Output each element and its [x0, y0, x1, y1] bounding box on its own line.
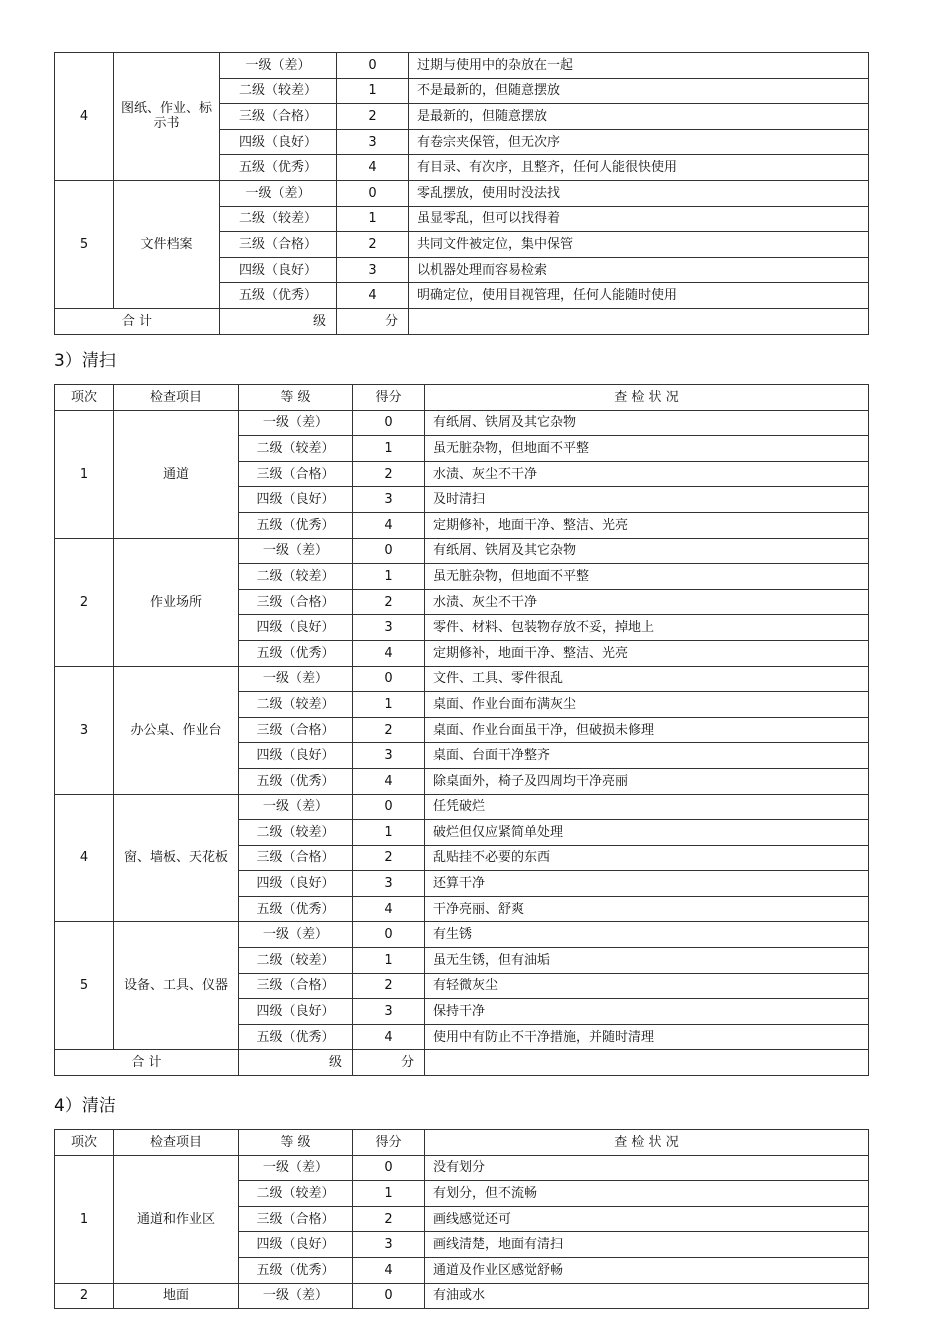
table-row [55, 794, 869, 820]
level-cell: 五级（优秀） [239, 640, 353, 666]
description-cell: 共同文件被定位，集中保管 [409, 232, 869, 258]
table-row [55, 538, 869, 564]
level-cell: 五级（优秀） [239, 512, 353, 538]
description-cell: 有纸屑、铁屑及其它杂物 [425, 538, 869, 564]
level-cell: 二级（较差） [239, 820, 353, 846]
item-name: 办公桌、作业台 [114, 666, 239, 794]
table-row [55, 180, 869, 206]
description-cell: 过期与使用中的杂放在一起 [409, 53, 869, 79]
header-level: 等 级 [239, 385, 353, 411]
total-row [55, 1050, 869, 1076]
table-row [55, 922, 869, 948]
score-cell: 0 [353, 794, 425, 820]
level-cell: 五级（优秀） [239, 768, 353, 794]
item-number: 4 [55, 53, 114, 181]
level-cell: 五级（优秀） [239, 1024, 353, 1050]
score-cell: 3 [353, 487, 425, 513]
score-cell: 1 [353, 1181, 425, 1207]
description-cell: 有生锈 [425, 922, 869, 948]
description-cell: 水渍、灰尘不干净 [425, 589, 869, 615]
description-cell: 虽无生锈，但有油垢 [425, 948, 869, 974]
item-number: 1 [55, 1155, 114, 1283]
level-cell: 三级（合格） [220, 104, 337, 130]
header-score: 得分 [353, 385, 425, 411]
section-title-neat: 4）清洁 [54, 1096, 116, 1116]
description-cell: 有卷宗夹保管，但无次序 [409, 129, 869, 155]
header-score: 得分 [353, 1130, 425, 1156]
score-cell: 2 [353, 973, 425, 999]
header-no: 项次 [55, 385, 114, 411]
score-cell: 1 [353, 564, 425, 590]
description-cell: 是最新的，但随意摆放 [409, 104, 869, 130]
header-status: 查 检 状 况 [425, 385, 869, 411]
description-cell: 零件、材料、包装物存放不妥，掉地上 [425, 615, 869, 641]
score-cell: 4 [353, 640, 425, 666]
level-cell: 二级（较差） [220, 206, 337, 232]
description-cell: 保持干净 [425, 999, 869, 1025]
level-cell: 四级（良好） [239, 487, 353, 513]
description-cell: 有油或水 [425, 1283, 869, 1309]
score-cell: 3 [353, 871, 425, 897]
total-level-label: 级 [239, 1050, 353, 1076]
section-title-clean: 3）清扫 [54, 351, 116, 371]
item-name: 图纸、作业、标示书 [114, 53, 220, 181]
score-cell: 0 [337, 180, 409, 206]
description-cell: 有目录、有次序，且整齐，任何人能很快使用 [409, 155, 869, 181]
score-cell: 1 [337, 78, 409, 104]
score-cell: 0 [353, 1155, 425, 1181]
total-level-label: 级 [220, 308, 337, 334]
level-cell: 三级（合格） [239, 1206, 353, 1232]
score-cell: 3 [353, 1232, 425, 1258]
description-cell: 不是最新的，但随意摆放 [409, 78, 869, 104]
header-status: 查 检 状 况 [425, 1130, 869, 1156]
level-cell: 四级（良好） [220, 257, 337, 283]
item-name: 设备、工具、仪器 [114, 922, 239, 1050]
description-cell: 零乱摆放，使用时没法找 [409, 180, 869, 206]
level-cell: 二级（较差） [239, 436, 353, 462]
description-cell: 画线感觉还可 [425, 1206, 869, 1232]
item-name: 窗、墙板、天花板 [114, 794, 239, 922]
score-cell: 3 [337, 129, 409, 155]
inspection-table-continued [54, 52, 869, 335]
description-cell: 使用中有防止不干净措施，并随时清理 [425, 1024, 869, 1050]
score-cell: 1 [353, 692, 425, 718]
description-cell: 及时清扫 [425, 487, 869, 513]
score-cell: 0 [353, 666, 425, 692]
total-label: 合 计 [55, 1050, 239, 1076]
table-row [55, 53, 869, 79]
score-cell: 0 [337, 53, 409, 79]
description-cell: 有划分，但不流畅 [425, 1181, 869, 1207]
total-score-label: 分 [337, 308, 409, 334]
level-cell: 一级（差） [239, 1155, 353, 1181]
item-number: 5 [55, 922, 114, 1050]
level-cell: 三级（合格） [239, 973, 353, 999]
level-cell: 三级（合格） [239, 845, 353, 871]
table-row [55, 410, 869, 436]
level-cell: 四级（良好） [220, 129, 337, 155]
item-number: 3 [55, 666, 114, 794]
description-cell: 桌面、作业台面虽干净，但破损未修理 [425, 717, 869, 743]
total-label: 合 计 [55, 308, 220, 334]
total-blank-cell [409, 308, 869, 334]
score-cell: 4 [353, 896, 425, 922]
level-cell: 四级（良好） [239, 999, 353, 1025]
score-cell: 4 [353, 1257, 425, 1283]
score-cell: 2 [353, 1206, 425, 1232]
description-cell: 桌面、台面干净整齐 [425, 743, 869, 769]
inspection-table-neat [54, 1129, 869, 1309]
score-cell: 1 [353, 436, 425, 462]
item-number: 5 [55, 180, 114, 308]
level-cell: 二级（较差） [239, 1181, 353, 1207]
description-cell: 画线清楚，地面有清扫 [425, 1232, 869, 1258]
item-name: 通道 [114, 410, 239, 538]
score-cell: 3 [353, 615, 425, 641]
table-row [55, 1283, 869, 1309]
score-cell: 0 [353, 538, 425, 564]
description-cell: 任凭破烂 [425, 794, 869, 820]
description-cell: 乱贴挂不必要的东西 [425, 845, 869, 871]
description-cell: 定期修补，地面干净、整洁、光亮 [425, 640, 869, 666]
description-cell: 虽显零乱，但可以找得着 [409, 206, 869, 232]
description-cell: 没有划分 [425, 1155, 869, 1181]
score-cell: 2 [353, 461, 425, 487]
level-cell: 一级（差） [239, 538, 353, 564]
level-cell: 一级（差） [239, 666, 353, 692]
description-cell: 通道及作业区感觉舒畅 [425, 1257, 869, 1283]
header-row [55, 1130, 869, 1156]
table-row [55, 1155, 869, 1181]
header-item: 检查项目 [114, 1130, 239, 1156]
inspection-table-clean [54, 384, 869, 1076]
level-cell: 一级（差） [220, 180, 337, 206]
score-cell: 2 [337, 232, 409, 258]
level-cell: 一级（差） [220, 53, 337, 79]
score-cell: 4 [353, 1024, 425, 1050]
score-cell: 3 [337, 257, 409, 283]
description-cell: 有轻微灰尘 [425, 973, 869, 999]
level-cell: 三级（合格） [239, 717, 353, 743]
level-cell: 二级（较差） [239, 564, 353, 590]
level-cell: 四级（良好） [239, 743, 353, 769]
item-name: 通道和作业区 [114, 1155, 239, 1283]
description-cell: 有纸屑、铁屑及其它杂物 [425, 410, 869, 436]
level-cell: 一级（差） [239, 1283, 353, 1309]
score-cell: 0 [353, 922, 425, 948]
description-cell: 以机器处理而容易检索 [409, 257, 869, 283]
description-cell: 干净亮丽、舒爽 [425, 896, 869, 922]
header-row [55, 385, 869, 411]
header-no: 项次 [55, 1130, 114, 1156]
description-cell: 除桌面外，椅子及四周均干净亮丽 [425, 768, 869, 794]
item-number: 1 [55, 410, 114, 538]
score-cell: 4 [353, 512, 425, 538]
level-cell: 三级（合格） [239, 461, 353, 487]
item-name: 地面 [114, 1283, 239, 1309]
description-cell: 定期修补，地面干净、整洁、光亮 [425, 512, 869, 538]
header-level: 等 级 [239, 1130, 353, 1156]
description-cell: 桌面、作业台面布满灰尘 [425, 692, 869, 718]
score-cell: 3 [353, 999, 425, 1025]
level-cell: 五级（优秀） [220, 155, 337, 181]
total-blank-cell [425, 1050, 869, 1076]
level-cell: 三级（合格） [239, 589, 353, 615]
score-cell: 3 [353, 743, 425, 769]
score-cell: 0 [353, 410, 425, 436]
level-cell: 三级（合格） [220, 232, 337, 258]
score-cell: 1 [337, 206, 409, 232]
header-item: 检查项目 [114, 385, 239, 411]
score-cell: 1 [353, 820, 425, 846]
item-name: 文件档案 [114, 180, 220, 308]
level-cell: 五级（优秀） [220, 283, 337, 309]
description-cell: 虽无脏杂物，但地面不平整 [425, 564, 869, 590]
level-cell: 二级（较差） [239, 948, 353, 974]
description-cell: 明确定位，使用目视管理，任何人能随时使用 [409, 283, 869, 309]
score-cell: 2 [353, 717, 425, 743]
level-cell: 五级（优秀） [239, 896, 353, 922]
level-cell: 四级（良好） [239, 871, 353, 897]
item-number: 2 [55, 1283, 114, 1309]
score-cell: 4 [353, 768, 425, 794]
level-cell: 一级（差） [239, 410, 353, 436]
description-cell: 破烂但仅应紧简单处理 [425, 820, 869, 846]
item-number: 4 [55, 794, 114, 922]
total-score-label: 分 [353, 1050, 425, 1076]
score-cell: 0 [353, 1283, 425, 1309]
description-cell: 虽无脏杂物，但地面不平整 [425, 436, 869, 462]
score-cell: 2 [353, 845, 425, 871]
item-name: 作业场所 [114, 538, 239, 666]
score-cell: 4 [337, 283, 409, 309]
level-cell: 四级（良好） [239, 615, 353, 641]
description-cell: 水渍、灰尘不干净 [425, 461, 869, 487]
score-cell: 2 [337, 104, 409, 130]
level-cell: 一级（差） [239, 794, 353, 820]
level-cell: 四级（良好） [239, 1232, 353, 1258]
score-cell: 2 [353, 589, 425, 615]
score-cell: 4 [337, 155, 409, 181]
item-number: 2 [55, 538, 114, 666]
description-cell: 还算干净 [425, 871, 869, 897]
level-cell: 二级（较差） [220, 78, 337, 104]
level-cell: 二级（较差） [239, 692, 353, 718]
level-cell: 一级（差） [239, 922, 353, 948]
score-cell: 1 [353, 948, 425, 974]
table-row [55, 666, 869, 692]
level-cell: 五级（优秀） [239, 1257, 353, 1283]
total-row [55, 308, 869, 334]
description-cell: 文件、工具、零件很乱 [425, 666, 869, 692]
